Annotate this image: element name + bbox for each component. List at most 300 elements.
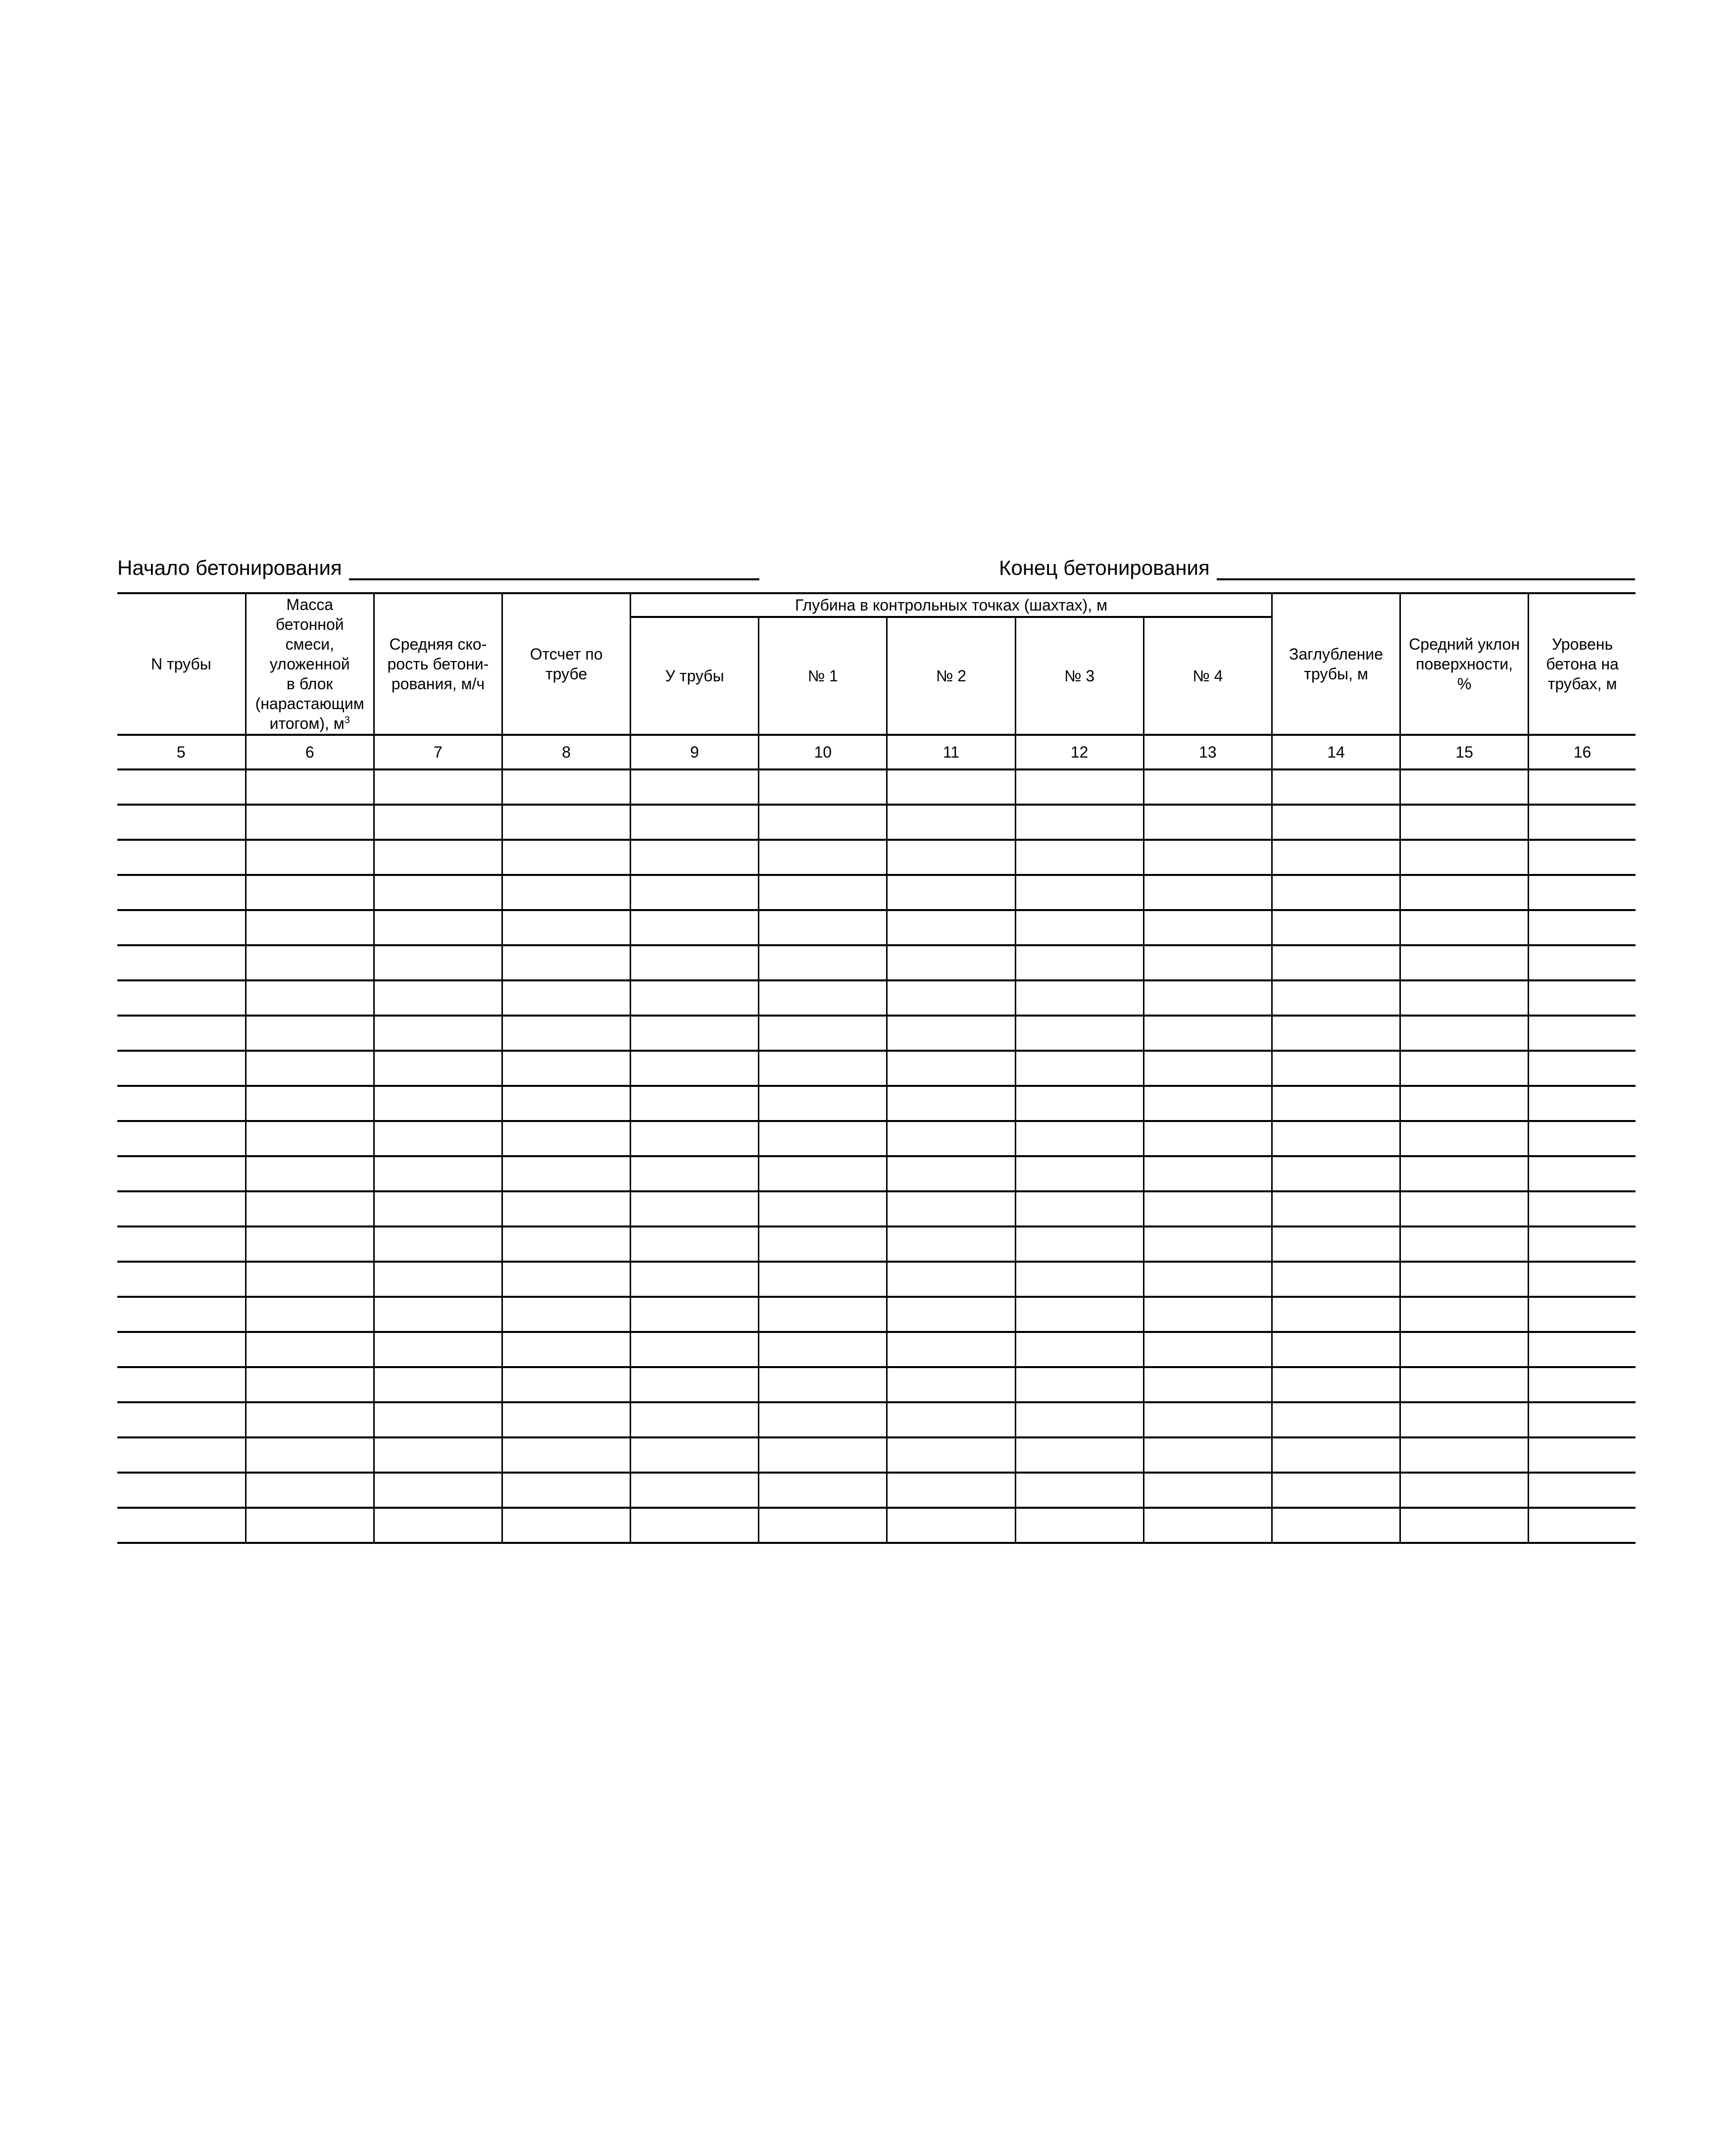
table-cell[interactable]	[1272, 945, 1400, 980]
table-row	[117, 875, 1636, 910]
table-cell[interactable]	[759, 1191, 887, 1226]
table-cell[interactable]	[631, 1191, 759, 1226]
table-cell[interactable]	[887, 1297, 1015, 1332]
table-cell[interactable]	[502, 1437, 630, 1473]
table-cell[interactable]	[1143, 980, 1272, 1016]
table-cell[interactable]	[246, 1191, 374, 1226]
table-cell[interactable]	[246, 980, 374, 1016]
table-cell[interactable]	[1272, 1402, 1400, 1437]
table-cell[interactable]	[1400, 840, 1529, 875]
table-cell[interactable]	[887, 1191, 1015, 1226]
table-cell[interactable]	[502, 1226, 630, 1262]
table-cell[interactable]	[117, 1086, 246, 1121]
table-cell[interactable]	[1272, 1086, 1400, 1121]
table-cell[interactable]	[1272, 1297, 1400, 1332]
column-number: 11	[887, 735, 1015, 769]
table-cell[interactable]	[631, 1051, 759, 1086]
table-cell[interactable]	[631, 1297, 759, 1332]
table-cell[interactable]	[117, 1191, 246, 1226]
column-header-at-pipe: У трубы	[631, 617, 759, 735]
table-cell[interactable]	[246, 840, 374, 875]
table-cell[interactable]	[1529, 1297, 1636, 1332]
column-number: 12	[1015, 735, 1143, 769]
table-cell[interactable]	[887, 1121, 1015, 1156]
column-number: 14	[1272, 735, 1400, 769]
table-cell[interactable]	[1015, 1121, 1143, 1156]
table-cell[interactable]	[374, 805, 502, 840]
table-cell[interactable]	[117, 1437, 246, 1473]
table-cell[interactable]	[631, 1121, 759, 1156]
table-cell[interactable]	[1015, 1367, 1143, 1402]
table-cell[interactable]	[1143, 1226, 1272, 1262]
table-cell[interactable]	[1400, 1508, 1529, 1543]
table-cell[interactable]	[1529, 769, 1636, 805]
table-cell[interactable]	[246, 1226, 374, 1262]
table-cell[interactable]	[1272, 769, 1400, 805]
table-cell[interactable]	[759, 1473, 887, 1508]
concreting-start-input[interactable]	[349, 556, 759, 580]
table-cell[interactable]	[759, 1121, 887, 1156]
table-cell[interactable]	[1015, 910, 1143, 945]
table-cell[interactable]	[374, 945, 502, 980]
table-cell[interactable]	[631, 1226, 759, 1262]
table-cell[interactable]	[631, 1156, 759, 1191]
table-cell[interactable]	[246, 1508, 374, 1543]
table-cell[interactable]	[502, 1086, 630, 1121]
table-cell[interactable]	[759, 945, 887, 980]
table-cell[interactable]	[374, 1262, 502, 1297]
table-row	[117, 1051, 1636, 1086]
table-cell[interactable]	[374, 1437, 502, 1473]
table-cell[interactable]	[1529, 1016, 1636, 1051]
table-cell[interactable]	[1529, 1121, 1636, 1156]
table-cell[interactable]	[117, 875, 246, 910]
table-cell[interactable]	[887, 1086, 1015, 1121]
table-cell[interactable]	[631, 1016, 759, 1051]
table-cell[interactable]	[117, 1297, 246, 1332]
table-cell[interactable]	[1143, 1297, 1272, 1332]
table-cell[interactable]	[1272, 1156, 1400, 1191]
table-row	[117, 1332, 1636, 1367]
table-cell[interactable]	[1143, 1262, 1272, 1297]
table-cell[interactable]	[374, 1016, 502, 1051]
table-cell[interactable]	[631, 769, 759, 805]
table-cell[interactable]	[759, 1262, 887, 1297]
table-cell[interactable]	[1143, 805, 1272, 840]
table-cell[interactable]	[117, 1508, 246, 1543]
table-cell[interactable]	[374, 1086, 502, 1121]
table-cell[interactable]	[1529, 1332, 1636, 1367]
table-cell[interactable]	[1143, 769, 1272, 805]
table-cell[interactable]	[1143, 1016, 1272, 1051]
table-cell[interactable]	[1400, 875, 1529, 910]
table-cell[interactable]	[631, 1437, 759, 1473]
table-cell[interactable]	[1529, 1402, 1636, 1437]
table-cell[interactable]	[246, 1051, 374, 1086]
table-cell[interactable]	[1015, 1016, 1143, 1051]
table-cell[interactable]	[1015, 945, 1143, 980]
table-cell[interactable]	[1272, 1016, 1400, 1051]
table-cell[interactable]	[1272, 875, 1400, 910]
table-cell[interactable]	[631, 840, 759, 875]
column-header-avg-slope: Средний уклон поверхности, %	[1400, 593, 1529, 735]
table-cell[interactable]	[759, 1367, 887, 1402]
table-cell[interactable]	[502, 1473, 630, 1508]
table-cell[interactable]	[759, 1051, 887, 1086]
table-cell[interactable]	[117, 1121, 246, 1156]
table-cell[interactable]	[246, 875, 374, 910]
table-cell[interactable]	[887, 1367, 1015, 1402]
table-cell[interactable]	[1143, 945, 1272, 980]
table-cell[interactable]	[1015, 1156, 1143, 1191]
table-cell[interactable]	[502, 840, 630, 875]
table-cell[interactable]	[117, 1367, 246, 1402]
table-cell[interactable]	[887, 875, 1015, 910]
table-cell[interactable]	[502, 1191, 630, 1226]
table-cell[interactable]	[759, 875, 887, 910]
table-cell[interactable]	[1272, 1367, 1400, 1402]
table-row	[117, 980, 1636, 1016]
table-cell[interactable]	[374, 910, 502, 945]
table-row	[117, 1297, 1636, 1332]
table-cell[interactable]	[1529, 1226, 1636, 1262]
table-cell[interactable]	[1529, 1473, 1636, 1508]
table-row	[117, 1262, 1636, 1297]
table-cell[interactable]	[246, 1437, 374, 1473]
table-cell[interactable]	[1272, 1262, 1400, 1297]
table-cell[interactable]	[502, 1156, 630, 1191]
table-cell[interactable]	[117, 1473, 246, 1508]
table-cell[interactable]	[1272, 1332, 1400, 1367]
table-cell[interactable]	[502, 805, 630, 840]
table-cell[interactable]	[117, 840, 246, 875]
column-number: 9	[631, 735, 759, 769]
table-cell[interactable]	[374, 1332, 502, 1367]
table-cell[interactable]	[1529, 1262, 1636, 1297]
table-cell[interactable]	[1400, 945, 1529, 980]
table-cell[interactable]	[1272, 980, 1400, 1016]
table-cell[interactable]	[1015, 769, 1143, 805]
table-cell[interactable]	[887, 1508, 1015, 1543]
table-cell[interactable]	[1143, 1191, 1272, 1226]
table-cell[interactable]	[502, 769, 630, 805]
table-cell[interactable]	[1400, 1086, 1529, 1121]
table-cell[interactable]	[1143, 1437, 1272, 1473]
table-cell[interactable]	[374, 1473, 502, 1508]
table-cell[interactable]	[117, 1156, 246, 1191]
table-row	[117, 1191, 1636, 1226]
table-cell[interactable]	[1400, 1121, 1529, 1156]
table-cell[interactable]	[1400, 1402, 1529, 1437]
table-cell[interactable]	[887, 840, 1015, 875]
table-cell[interactable]	[1015, 805, 1143, 840]
table-cell[interactable]	[1400, 1051, 1529, 1086]
table-cell[interactable]	[1529, 910, 1636, 945]
table-cell[interactable]	[502, 945, 630, 980]
table-cell[interactable]	[887, 1402, 1015, 1437]
table-cell[interactable]	[374, 1191, 502, 1226]
table-cell[interactable]	[1529, 1367, 1636, 1402]
table-cell[interactable]	[1400, 1226, 1529, 1262]
table-cell[interactable]	[246, 1473, 374, 1508]
table-cell[interactable]	[631, 1402, 759, 1437]
table-cell[interactable]	[1015, 1226, 1143, 1262]
table-cell[interactable]	[502, 1402, 630, 1437]
table-cell[interactable]	[1272, 910, 1400, 945]
table-cell[interactable]	[374, 1226, 502, 1262]
column-header-avg-speed: Средняя ско- рость бетони- рования, м/ч	[374, 593, 502, 735]
table-cell[interactable]	[1015, 840, 1143, 875]
table-cell[interactable]	[1529, 1156, 1636, 1191]
table-cell[interactable]	[1015, 1051, 1143, 1086]
table-cell[interactable]	[502, 1297, 630, 1332]
table-cell[interactable]	[1400, 1262, 1529, 1297]
table-cell[interactable]	[117, 1262, 246, 1297]
table-cell[interactable]	[887, 980, 1015, 1016]
table-cell[interactable]	[759, 1437, 887, 1473]
table-cell[interactable]	[246, 1332, 374, 1367]
table-cell[interactable]	[117, 910, 246, 945]
table-cell[interactable]	[1143, 910, 1272, 945]
column-number: 6	[246, 735, 374, 769]
table-cell[interactable]	[1143, 840, 1272, 875]
table-cell[interactable]	[117, 1402, 246, 1437]
table-cell[interactable]	[631, 945, 759, 980]
table-cell[interactable]	[502, 1332, 630, 1367]
table-cell[interactable]	[374, 769, 502, 805]
table-cell[interactable]	[374, 1051, 502, 1086]
table-cell[interactable]	[1400, 805, 1529, 840]
table-cell[interactable]	[1400, 910, 1529, 945]
table-cell[interactable]	[502, 1121, 630, 1156]
table-cell[interactable]	[759, 840, 887, 875]
table-cell[interactable]	[117, 1226, 246, 1262]
table-cell[interactable]	[887, 1226, 1015, 1262]
table-cell[interactable]	[631, 910, 759, 945]
table-row	[117, 1437, 1636, 1473]
table-cell[interactable]	[502, 910, 630, 945]
table-cell[interactable]	[374, 980, 502, 1016]
table-cell[interactable]	[502, 1508, 630, 1543]
table-cell[interactable]	[117, 769, 246, 805]
table-row	[117, 910, 1636, 945]
table-cell[interactable]	[1400, 1332, 1529, 1367]
table-cell[interactable]	[887, 805, 1015, 840]
table-cell[interactable]	[246, 1262, 374, 1297]
table-cell[interactable]	[1272, 1508, 1400, 1543]
table-cell[interactable]	[631, 1473, 759, 1508]
table-cell[interactable]	[759, 910, 887, 945]
table-cell[interactable]	[887, 1473, 1015, 1508]
table-cell[interactable]	[1143, 1156, 1272, 1191]
table-cell[interactable]	[117, 805, 246, 840]
table-cell[interactable]	[1143, 1508, 1272, 1543]
table-cell[interactable]	[1272, 1226, 1400, 1262]
table-cell[interactable]	[759, 1297, 887, 1332]
table-cell[interactable]	[374, 1402, 502, 1437]
column-number: 15	[1400, 735, 1529, 769]
column-number: 7	[374, 735, 502, 769]
table-cell[interactable]	[502, 875, 630, 910]
column-header-point-4: № 4	[1143, 617, 1272, 735]
table-cell[interactable]	[1400, 1016, 1529, 1051]
table-cell[interactable]	[246, 910, 374, 945]
table-cell[interactable]	[1015, 1332, 1143, 1367]
column-header-pipe-embedding: Заглубление трубы, м	[1272, 593, 1400, 735]
table-cell[interactable]	[759, 1402, 887, 1437]
table-cell[interactable]	[759, 805, 887, 840]
table-cell[interactable]	[759, 1508, 887, 1543]
table-cell[interactable]	[631, 805, 759, 840]
table-cell[interactable]	[502, 980, 630, 1016]
table-cell[interactable]	[246, 769, 374, 805]
table-cell[interactable]	[887, 1016, 1015, 1051]
table-cell[interactable]	[759, 1156, 887, 1191]
table-cell[interactable]	[1015, 1508, 1143, 1543]
table-cell[interactable]	[246, 1367, 374, 1402]
table-cell[interactable]	[246, 1156, 374, 1191]
table-cell[interactable]	[1400, 1367, 1529, 1402]
table-cell[interactable]	[1272, 1121, 1400, 1156]
table-cell[interactable]	[117, 945, 246, 980]
table-cell[interactable]	[887, 1051, 1015, 1086]
table-cell[interactable]	[631, 1262, 759, 1297]
table-cell[interactable]	[374, 1297, 502, 1332]
table-cell[interactable]	[1529, 945, 1636, 980]
table-cell[interactable]	[1400, 1156, 1529, 1191]
table-row	[117, 769, 1636, 805]
table-cell[interactable]	[1529, 840, 1636, 875]
table-cell[interactable]	[374, 875, 502, 910]
concreting-start-field	[117, 551, 759, 580]
table-row	[117, 1121, 1636, 1156]
table-cell[interactable]	[374, 840, 502, 875]
table-cell[interactable]	[1272, 1473, 1400, 1508]
table-cell[interactable]	[374, 1156, 502, 1191]
table-cell[interactable]	[1143, 1332, 1272, 1367]
table-cell[interactable]	[1143, 1121, 1272, 1156]
concreting-journal-table	[117, 592, 1636, 1544]
table-cell[interactable]	[1143, 1086, 1272, 1121]
concrete-mass-label: Масса бетонной смеси, уложенной в блок (нарастающим итогом), $м^3$	[255, 596, 364, 732]
table-cell[interactable]	[1143, 1402, 1272, 1437]
table-cell[interactable]	[1015, 1437, 1143, 1473]
concreting-start-label: Начало бетонирования	[117, 556, 342, 579]
table-cell[interactable]	[631, 1332, 759, 1367]
table-cell[interactable]	[759, 1086, 887, 1121]
table-cell[interactable]	[502, 1262, 630, 1297]
table-cell[interactable]	[1015, 1086, 1143, 1121]
table-cell[interactable]	[246, 1121, 374, 1156]
table-cell[interactable]	[1529, 1191, 1636, 1226]
table-cell[interactable]	[887, 1437, 1015, 1473]
table-cell[interactable]	[1400, 1437, 1529, 1473]
table-cell[interactable]	[1272, 1051, 1400, 1086]
table-cell[interactable]	[1143, 1051, 1272, 1086]
table-cell[interactable]	[1015, 1191, 1143, 1226]
table-cell[interactable]	[117, 1051, 246, 1086]
table-cell[interactable]	[1143, 1367, 1272, 1402]
table-cell[interactable]	[1529, 1051, 1636, 1086]
table-cell[interactable]	[631, 875, 759, 910]
table-cell[interactable]	[759, 769, 887, 805]
table-cell[interactable]	[1529, 805, 1636, 840]
table-cell[interactable]	[887, 1156, 1015, 1191]
table-cell[interactable]	[759, 980, 887, 1016]
table-cell[interactable]	[502, 1051, 630, 1086]
table-cell[interactable]	[502, 1016, 630, 1051]
table-cell[interactable]	[1529, 1086, 1636, 1121]
table-cell[interactable]	[374, 1367, 502, 1402]
table-cell[interactable]	[1143, 1473, 1272, 1508]
table-row	[117, 1086, 1636, 1121]
table-cell[interactable]	[1015, 1262, 1143, 1297]
table-cell[interactable]	[759, 1332, 887, 1367]
table-cell[interactable]	[246, 1016, 374, 1051]
table-cell[interactable]	[1400, 980, 1529, 1016]
table-cell[interactable]	[117, 980, 246, 1016]
table-cell[interactable]	[1529, 875, 1636, 910]
table-cell[interactable]	[887, 1332, 1015, 1367]
table-cell[interactable]	[1529, 1508, 1636, 1543]
table-cell[interactable]	[1272, 1191, 1400, 1226]
table-cell[interactable]	[1400, 1297, 1529, 1332]
table-cell[interactable]	[1529, 1437, 1636, 1473]
table-cell[interactable]	[759, 1016, 887, 1051]
table-row	[117, 1156, 1636, 1191]
table-row	[117, 840, 1636, 875]
table-cell[interactable]	[631, 1367, 759, 1402]
table-cell[interactable]	[1015, 1402, 1143, 1437]
table-cell[interactable]	[1272, 805, 1400, 840]
table-cell[interactable]	[374, 1121, 502, 1156]
table-cell[interactable]	[1272, 840, 1400, 875]
table-cell[interactable]	[1400, 1191, 1529, 1226]
table-cell[interactable]	[1015, 1297, 1143, 1332]
table-cell[interactable]	[631, 1508, 759, 1543]
table-cell[interactable]	[246, 1086, 374, 1121]
table-cell[interactable]	[631, 980, 759, 1016]
table-cell[interactable]	[502, 1367, 630, 1402]
table-cell[interactable]	[246, 945, 374, 980]
table-cell[interactable]	[117, 1332, 246, 1367]
concreting-end-input[interactable]	[1217, 556, 1635, 580]
column-header-point-1: № 1	[759, 617, 887, 735]
table-cell[interactable]	[1015, 1473, 1143, 1508]
table-cell[interactable]	[759, 1226, 887, 1262]
table-cell[interactable]	[887, 945, 1015, 980]
table-cell[interactable]	[887, 1262, 1015, 1297]
table-cell[interactable]	[631, 1086, 759, 1121]
table-cell[interactable]	[1272, 1437, 1400, 1473]
table-cell[interactable]	[1015, 875, 1143, 910]
table-cell[interactable]	[1143, 875, 1272, 910]
table-cell[interactable]	[246, 1297, 374, 1332]
column-header-concrete-mass	[246, 593, 374, 735]
table-cell[interactable]	[1400, 769, 1529, 805]
table-cell[interactable]	[374, 1508, 502, 1543]
table-cell[interactable]	[117, 1016, 246, 1051]
column-group-header-depth: Глубина в контрольных точках (шахтах), м	[631, 593, 1272, 617]
table-cell[interactable]	[887, 910, 1015, 945]
table-cell[interactable]	[246, 1402, 374, 1437]
table-cell[interactable]	[1400, 1473, 1529, 1508]
table-cell[interactable]	[1015, 980, 1143, 1016]
table-cell[interactable]	[887, 769, 1015, 805]
table-cell[interactable]	[1529, 980, 1636, 1016]
table-cell[interactable]	[246, 805, 374, 840]
table-row	[117, 1508, 1636, 1543]
